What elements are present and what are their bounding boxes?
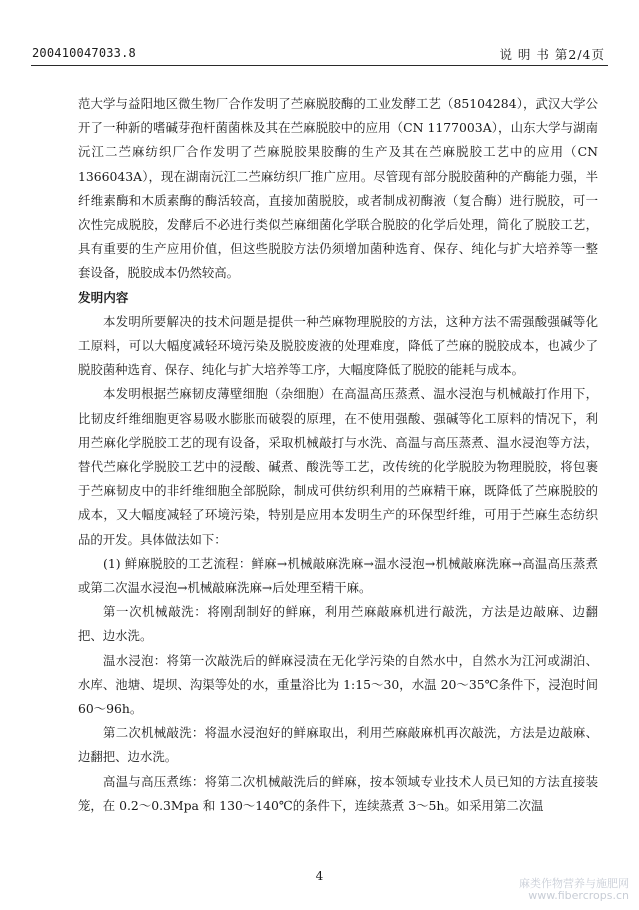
- header-divider: [31, 65, 608, 66]
- watermark-url: www.fibercrops.cn: [528, 889, 629, 902]
- body-paragraph: 第二次机械敲洗：将温水浸泡好的鲜麻取出，利用苎麻敲麻机再次敲洗，方法是边敲麻、边翻把、边水洗。: [78, 725, 598, 765]
- body-paragraph: 高温与高压煮练：将第二次机械敲洗后的鲜麻，按本领域专业技术人员已知的方法直接装笼，在 0.2～0.3Mpa 和 130～140℃的条件下，连续蒸煮 3～5h。如采用第二次温: [78, 773, 598, 813]
- header-section-label: 说 明 书 第2/4页: [499, 47, 605, 62]
- section-heading: 发明内容: [78, 289, 129, 305]
- document-number: 200410047033.8: [32, 46, 136, 60]
- body-paragraph: 温水浸泡：将第一次敲洗后的鲜麻浸渍在无化学污染的自然水中，自然水为江河或湖泊、水库、池塘、堤坝、沟渠等处的水，重量浴比为 1:15～30，水温 20～35℃条件下，浸泡时间 60～96h。: [78, 652, 598, 717]
- watermark: [519, 878, 629, 902]
- body-paragraph: 范大学与益阳地区微生物厂合作发明了苎麻脱胶酶的工业发酵工艺（85104284），武汉大学公开了一种新的嗜碱芽孢杆菌菌株及其在苎麻脱胶中的应用（CN 1177003A），山东大学与湖南沅江二苎麻纺织厂合作发明了苎麻脱胶果胶酶的生产及其在苎麻脱胶工艺中的应用（CN 1366043A），现在湖南沅江二苎麻纺织厂推广应用。尽管现有部分脱胶菌种的产酶能力强，半纤维素酶和木质素酶的酶活较高，直接加菌脱胶，或者制成初酶液（复合酶）进行脱胶，可一次性完成脱胶，发酵后不必进行类似苎麻细菌化学联合脱胶的化学后处理，简化了脱胶工艺，具有重要的生产应用价值，但这些脱胶方法仍须增加菌种选育、保存、纯化与扩大培养等一整套设备，脱胶成本仍然较高。: [78, 96, 598, 281]
- document-body: [78, 92, 598, 818]
- body-paragraph: 第一次机械敲洗：将刚刮制好的鲜麻，利用苎麻敲麻机进行敲洗，方法是边敲麻、边翻把、边水洗。: [78, 604, 598, 644]
- process-step-paragraph: (1) 鲜麻脱胶的工艺流程：鲜麻→机械敲麻洗麻→温水浸泡→机械敲麻洗麻→高温高压蒸煮或第二次温水浸泡→机械敲麻洗麻→后处理至精干麻。: [78, 555, 598, 596]
- page-number: 4: [315, 869, 324, 883]
- body-paragraph: 本发明根据苎麻韧皮薄壁细胞（杂细胞）在高温高压蒸煮、温水浸泡与机械敲打作用下，比韧皮纤维细胞更容易吸水膨胀而破裂的原理，在不使用强酸、强碱等化工原料的情况下，利用苎麻化学脱胶工艺的现有设备，采取机械敲打与水洗、高温与高压蒸煮、温水浸泡等方法，替代苎麻化学脱胶工艺中的浸酸、碱煮、酸洗等工艺，改传统的化学脱胶为物理脱胶，将包裹于苎麻韧皮中的非纤维细胞全部脱除，制成可供纺织利用的苎麻精干麻，既降低了苎麻脱胶的成本，又大幅度减轻了环境污染，特别是应用本发明生产的环保型纤维，可用于苎麻生态纺织品的开发。具体做法如下：: [78, 386, 598, 547]
- watermark-title: 麻类作物营养与施肥网: [519, 877, 629, 890]
- body-paragraph: 本发明所要解决的技术问题是提供一种苎麻物理脱胶的方法，这种方法不需强酸强碱等化工原料，可以大幅度减轻环境污染及脱胶废液的处理难度，降低了苎麻的脱胶成本，也减少了脱胶菌种选育、保存、纯化与扩大培养等工序，大幅度降低了脱胶的能耗与成本。: [78, 313, 598, 378]
